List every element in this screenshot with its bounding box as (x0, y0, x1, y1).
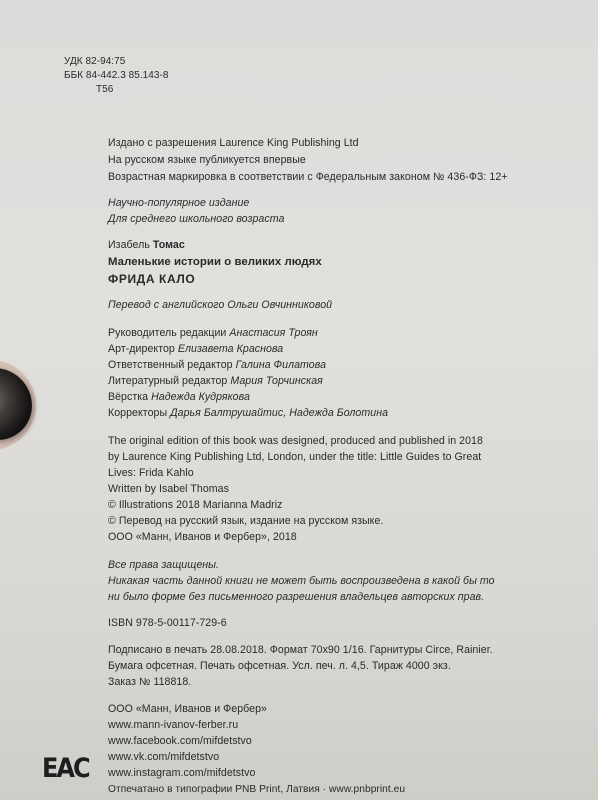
illustrations-copyright: © Illustrations 2018 Marianna Madriz (108, 499, 283, 511)
credit-person: Мария Торчинская (230, 375, 323, 387)
author-last-name: Томас (152, 239, 185, 251)
author-first-name: Изабель (108, 239, 153, 251)
order-number: Заказ № 118818. (108, 676, 192, 688)
facebook-link: www.facebook.com/mifdetstvo (108, 735, 252, 747)
credit-person: Галина Филатова (235, 359, 327, 371)
rights-text: ни было форме без письменного разрешения владельцев авторских прав. (108, 591, 485, 603)
print-info-line: Подписано в печать 28.08.2018. Формат 70х90 1/16. Гарнитуры Circe, Rainier. (108, 644, 493, 656)
edition-type: Научно-популярное издание (108, 197, 250, 209)
publisher-website: www.mann-ivanov-ferber.ru (108, 719, 239, 731)
original-author-line: Written by Isabel Thomas (108, 483, 229, 495)
credit-row: Ответственный редактор Галина Филатова (108, 359, 327, 371)
first-published-note: На русском языке публикуется впервые (108, 154, 306, 166)
credit-row: Вёрстка Надежда Кудрякова (108, 391, 250, 403)
credit-row: Руководитель редакции Анастасия Троян (108, 327, 318, 339)
credit-row: Литературный редактор Мария Торчинская (108, 375, 323, 387)
vk-link: www.vk.com/mifdetstvo (108, 751, 220, 763)
udk-code: УДК 82-94:75 (64, 56, 126, 67)
permission-note: Издано с разрешения Laurence King Publishing Ltd (108, 137, 359, 149)
original-edition-line: by Laurence King Publishing Ltd, London, under the title: Little Guides to Great (108, 451, 482, 463)
print-info-line: Бумага офсетная. Печать офсетная. Усл. печ. л. 4,5. Тираж 4000 экз. (108, 660, 451, 672)
translation-credit: Перевод с английского Ольги Овчинниковой (108, 299, 333, 311)
original-edition-line: Lives: Frida Kahlo (108, 467, 194, 479)
publisher-copyright: ООО «Манн, Иванов и Фербер», 2018 (108, 531, 297, 543)
eac-certification-icon: ЕАС (42, 752, 89, 784)
age-rating-note: Возрастная маркировка в соответствии с Федеральным законом № 436-ФЗ: 12+ (108, 171, 508, 183)
bbk-code: ББК 84-442.3 85.143-8 (64, 70, 169, 81)
book-title: ФРИДА КАЛО (108, 272, 196, 286)
publisher-name: ООО «Манн, Иванов и Фербер» (108, 703, 267, 715)
printer-line: Отпечатано в типографии PNB Print, Латвия · www.pnbprint.eu (108, 784, 406, 795)
credit-person: Елизавета Краснова (177, 343, 284, 355)
isbn: ISBN 978-5-00117-729-6 (108, 617, 227, 629)
credit-row: Корректоры Дарья Балтрушайтис, Надежда Болотина (108, 407, 389, 419)
credit-row: Арт-директор Елизавета Краснова (108, 343, 284, 355)
original-edition-line: The original edition of this book was designed, produced and published in 2018 (108, 435, 483, 447)
translation-copyright: © Перевод на русский язык, издание на русском языке. (108, 515, 384, 527)
rights-text: Никакая часть данной книги не может быть воспроизведена в какой бы то (108, 575, 495, 587)
author-sign-code: Т56 (96, 84, 114, 95)
credit-person: Дарья Балтрушайтис, Надежда Болотина (170, 407, 389, 419)
credit-person: Анастасия Троян (229, 327, 318, 339)
instagram-link: www.instagram.com/mifdetstvo (108, 767, 256, 779)
series-title: Маленькие истории о великих людях (108, 256, 322, 268)
author-name (108, 238, 185, 252)
credit-person: Надежда Кудрякова (151, 391, 250, 403)
rights-reserved: Все права защищены. (108, 559, 219, 571)
audience-note: Для среднего школьного возраста (108, 213, 285, 225)
